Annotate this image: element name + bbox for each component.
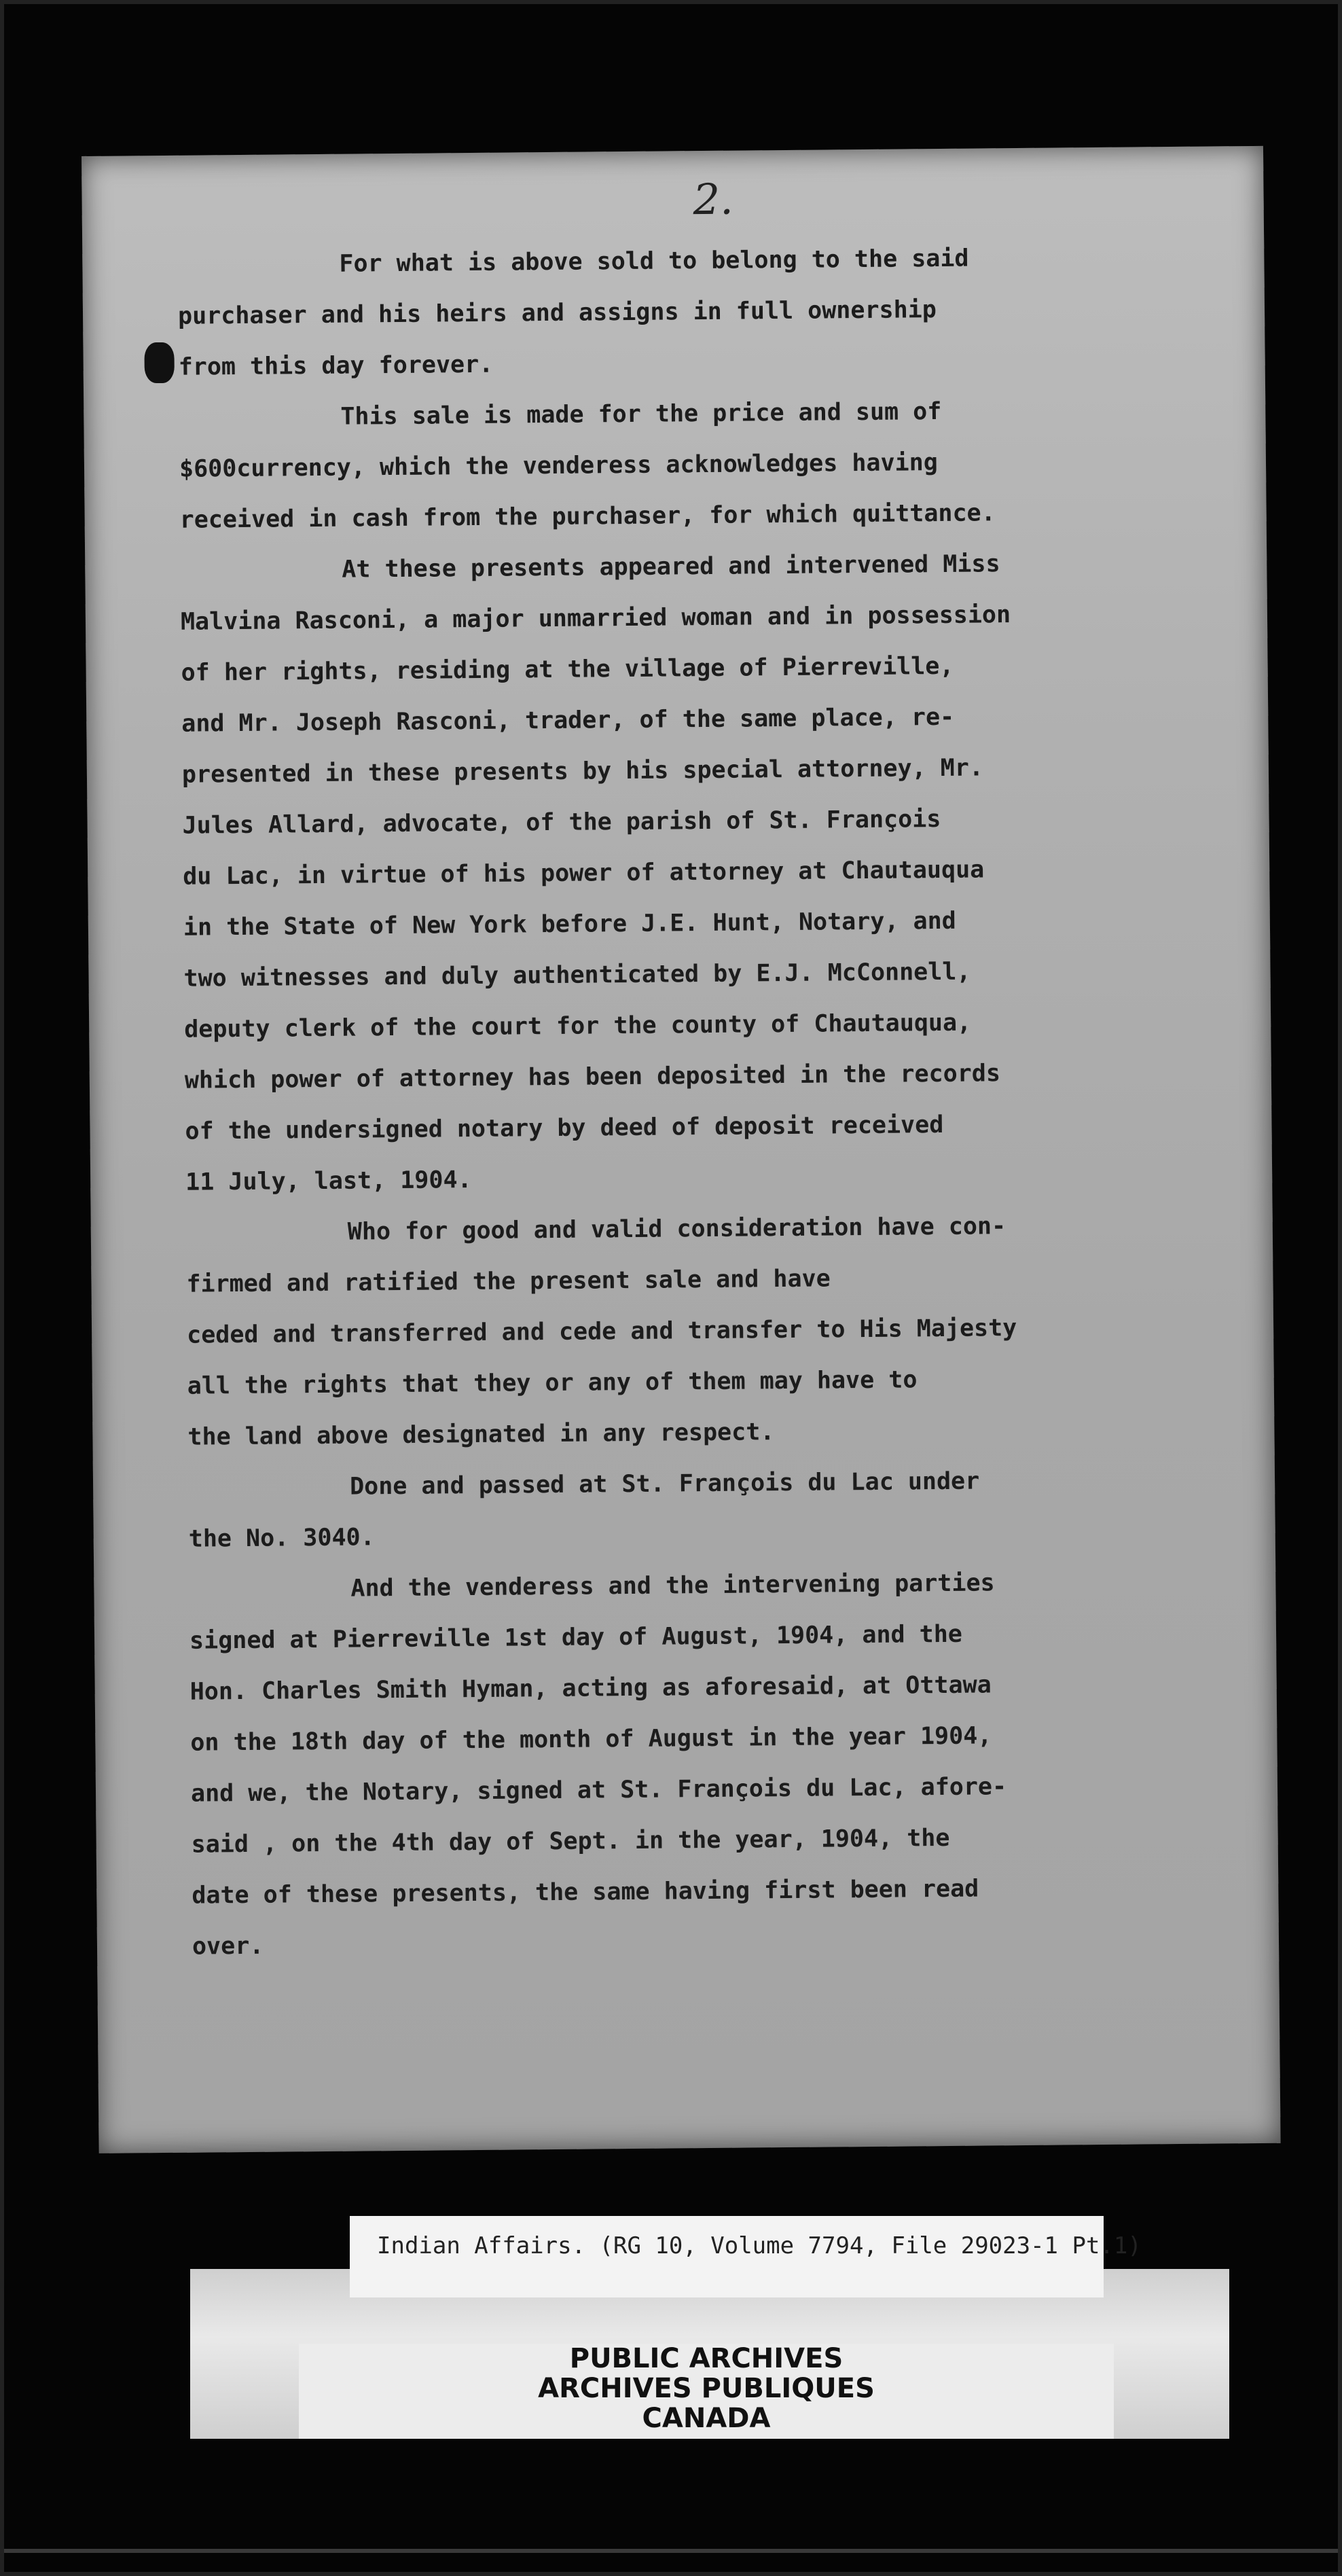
- archive-stamp: [299, 2344, 1114, 2439]
- document-line: Hon. Charles Smith Hyman, acting as aforesaid, at Ottawa: [189, 1671, 992, 1706]
- document-line: signed at Pierreville 1st day of August, 1904, and the: [189, 1620, 963, 1655]
- document-line: on the 18th day of the month of August in the year 1904,: [190, 1722, 992, 1757]
- document-line: two witnesses and duly authenticated by E.J. McConnell,: [183, 958, 971, 992]
- document-line: du Lac, in virtue of his power of attorney at Chautauqua: [183, 856, 985, 891]
- document-line: in the State of New York before J.E. Hunt, Notary, and: [183, 907, 956, 942]
- document-line: Done and passed at St. François du Lac under: [349, 1467, 980, 1501]
- document-line: And the venderess and the intervening parties: [350, 1569, 995, 1603]
- document-line: the land above designated in any respect.: [187, 1418, 775, 1451]
- document-line: over.: [192, 1932, 264, 1961]
- document-line: the No. 3040.: [188, 1524, 375, 1553]
- document-line: presented in these presents by his special attorney, Mr.: [181, 754, 984, 789]
- document-line: ceded and transferred and cede and transfer to His Majesty: [186, 1314, 1017, 1349]
- document-line: which power of attorney has been deposited in the records: [184, 1060, 1001, 1094]
- document-body: [177, 231, 1252, 1973]
- document-line: received in cash from the purchaser, for which quittance.: [179, 499, 996, 534]
- archive-reference-label: [350, 2216, 1142, 2297]
- document-line: date of these presents, the same having first been read: [192, 1875, 979, 1910]
- punch-hole: [144, 342, 175, 383]
- stamp-line-public-archives: PUBLIC ARCHIVES: [569, 2343, 844, 2374]
- document-line: At these presents appeared and intervened Miss: [342, 550, 1000, 584]
- document-line: of her rights, residing at the village of Pierreville,: [181, 652, 954, 687]
- film-edge: [0, 2549, 1342, 2553]
- document-line: and Mr. Joseph Rasconi, trader, of the same place, re-: [181, 703, 955, 738]
- stamp-line-archives-publiques: ARCHIVES PUBLIQUES: [538, 2373, 875, 2404]
- document-line: of the undersigned notary by deed of deposit received: [185, 1111, 944, 1145]
- document-line: from this day forever.: [178, 351, 494, 381]
- document-page: [81, 146, 1281, 2153]
- document-line: purchaser and his heirs and assigns in full ownership: [177, 296, 937, 330]
- document-line: Malvina Rasconi, a major unmarried woman and in possession: [180, 601, 1011, 636]
- archive-reference: Indian Affairs. (RG 10, Volume 7794, File 29023-1 Pt.1): [377, 2232, 1142, 2259]
- document-line: all the rights that they or any of them may have to: [187, 1366, 918, 1400]
- stamp-line-canada: CANADA: [642, 2403, 771, 2434]
- document-line: firmed and ratified the present sale and have: [186, 1265, 831, 1298]
- page-number: 2.: [693, 174, 734, 225]
- document-line: said , on the 4th day of Sept. in the year, 1904, the: [191, 1824, 950, 1859]
- document-line: and we, the Notary, signed at St. François du Lac, afore-: [190, 1773, 1007, 1808]
- document-line: Jules Allard, advocate, of the parish of St. François: [182, 805, 941, 840]
- document-line: 11 July, last, 1904.: [185, 1166, 472, 1196]
- document-line: $600currency, which the venderess acknowledges having: [179, 449, 938, 483]
- document-line: Who for good and valid consideration have con-: [347, 1213, 1007, 1246]
- document-line: For what is above sold to belong to the said: [339, 245, 969, 278]
- document-line: deputy clerk of the court for the county of Chautauqua,: [184, 1009, 972, 1043]
- document-line: This sale is made for the price and sum of: [340, 397, 942, 431]
